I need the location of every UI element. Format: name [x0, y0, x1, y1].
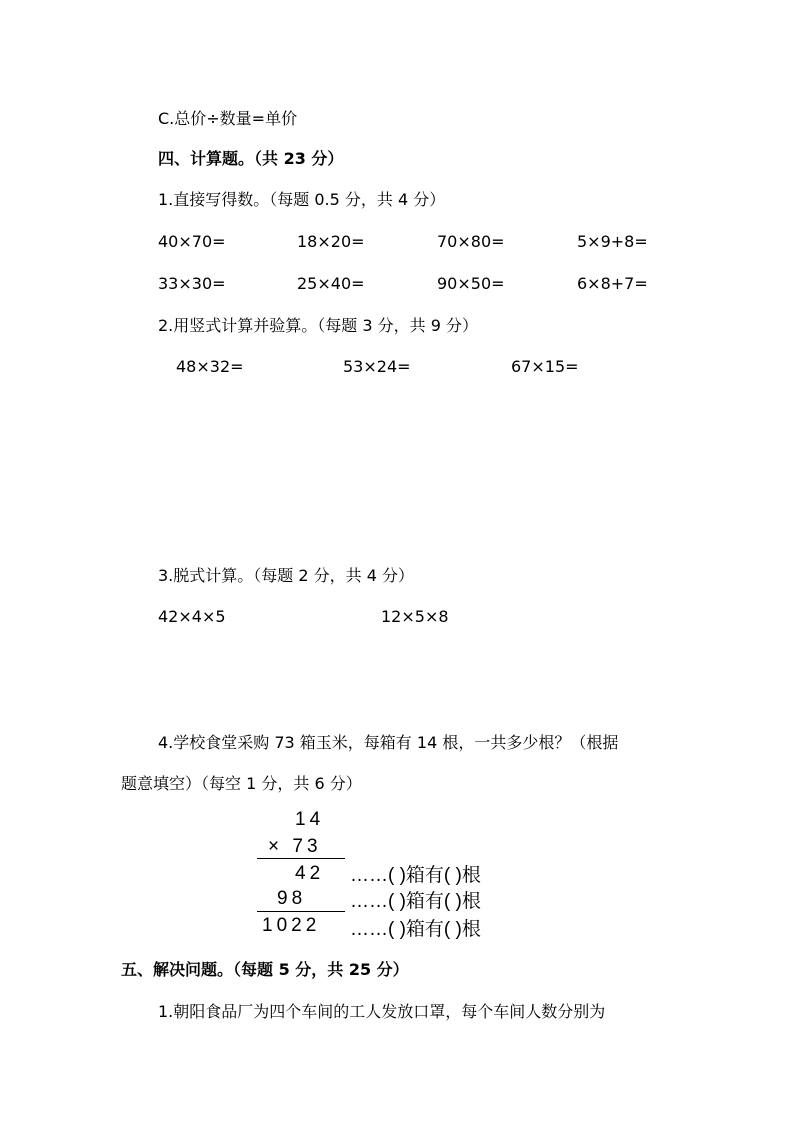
q1-item: 18×20=	[297, 232, 365, 251]
q2-title: 2.用竖式计算并验算。（每题 3 分，共 9 分）	[158, 316, 478, 335]
section5-q1: 1.朝阳食品厂为四个车间的工人发放口罩，每个车间人数分别为	[158, 1002, 606, 1021]
q3-item: 12×5×8	[381, 607, 449, 626]
section4-title: 四、计算题。（共 23 分）	[158, 149, 344, 168]
vertical-partial1: 42	[295, 863, 325, 884]
q1-item: 33×30=	[158, 274, 226, 293]
q2-item: 67×15=	[511, 357, 579, 376]
q4-line2: 题意填空）（每空 1 分，共 6 分）	[121, 774, 362, 793]
q1-item: 70×80=	[437, 232, 505, 251]
section5-title: 五、解决问题。（每题 5 分，共 25 分）	[121, 960, 409, 979]
q1-item: 5×9+8=	[577, 232, 648, 251]
vertical-rule-top	[257, 858, 345, 859]
q1-item: 25×40=	[297, 274, 365, 293]
q2-item: 48×32=	[176, 357, 244, 376]
blank-line-3: ……( )箱有( )根	[350, 919, 481, 940]
vertical-rule-bottom	[257, 911, 345, 912]
vertical-multiplier: × 73	[268, 836, 322, 857]
vertical-result: 1022	[262, 915, 321, 936]
option-c: C.总价÷数量=单价	[158, 109, 298, 128]
blank-line-1: ……( )箱有( )根	[350, 865, 481, 886]
q1-title: 1.直接写得数。（每题 0.5 分，共 4 分）	[158, 190, 446, 209]
q3-title: 3.脱式计算。（每题 2 分，共 4 分）	[158, 566, 414, 585]
q3-item: 42×4×5	[158, 607, 226, 626]
q4-line1: 4.学校食堂采购 73 箱玉米，每箱有 14 根，一共多少根？（根据	[158, 733, 619, 752]
q1-item: 6×8+7=	[577, 274, 648, 293]
q1-item: 40×70=	[158, 232, 226, 251]
q1-item: 90×50=	[437, 274, 505, 293]
q2-item: 53×24=	[343, 357, 411, 376]
blank-line-2: ……( )箱有( )根	[350, 891, 481, 912]
vertical-partial2: 98	[277, 888, 307, 909]
vertical-multiplicand: 14	[295, 809, 325, 830]
